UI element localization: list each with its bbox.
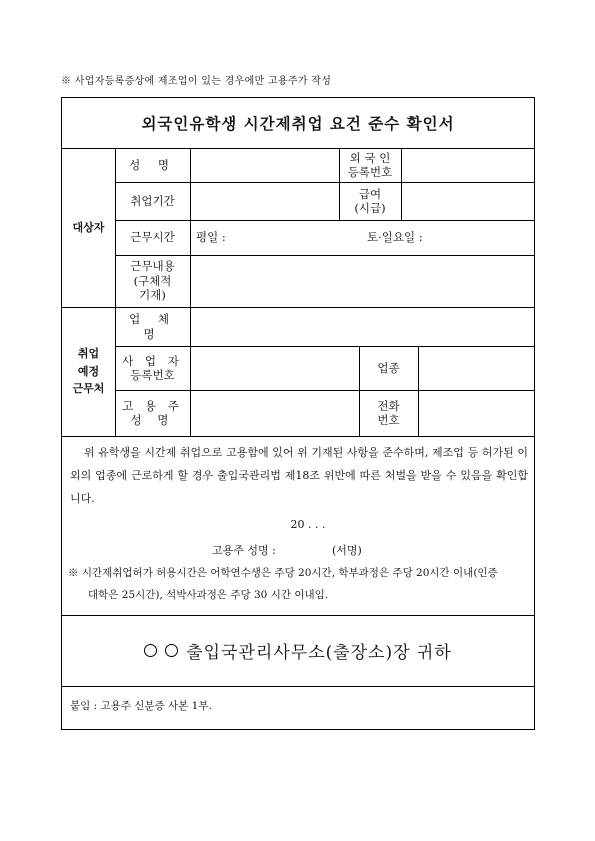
section-label-subject: 대상자 [72,220,105,234]
attachment-note: 붙임 : 고용주 신분증 사본 1부. [70,700,212,712]
footnote-line-2: 대학은 25시간), 석박사과정은 주당 30 시간 이내임. [88,589,329,601]
date-line: 20 . . . [290,518,326,531]
top-note: ※ 사업자등록증상에 제조업이 있는 경우에만 고용주가 작성 [61,76,332,87]
company-name-label: 업 체 명 [129,312,176,341]
weekend-hours-field[interactable]: 토·일요일 : [367,230,423,245]
section-label-workplace: 취업 예정 근무처 [72,347,105,396]
employer-sign-label: 고용주 성명 : [212,544,276,557]
alien-registration-field[interactable] [401,148,534,182]
duty-description-label: 근무내용 (구체적 기재) [130,259,175,303]
employer-name-field[interactable] [190,390,359,436]
company-name-field[interactable] [190,307,534,346]
name-label: 성 명 [129,157,176,172]
blank-circle-icon [144,644,157,657]
working-hours-label: 근무시간 [130,230,175,245]
employment-period-label: 취업기간 [130,193,175,208]
form-title: 외국인유학생 시간제취업 요건 준수 확인서 [141,115,455,133]
business-registration-field[interactable] [190,346,359,390]
blank-circle-icon [165,644,178,657]
industry-field[interactable] [418,346,534,390]
wage-field[interactable] [401,182,534,220]
office-addressee [62,615,534,686]
weekday-hours-field[interactable]: 평일 : [196,230,226,245]
employment-period-field[interactable] [190,182,339,220]
signature-mark[interactable]: (서명) [332,544,362,557]
business-registration-label: 사 업 자 등록번호 [122,353,183,382]
phone-label: 전화 번호 [377,398,400,427]
employer-name-label: 고 용 주 성 명 [122,398,183,427]
duty-description-field[interactable] [190,255,534,307]
alien-registration-label: 외 국 인 등록번호 [347,150,393,179]
confirmation-form [61,97,535,730]
industry-label: 업종 [377,360,400,375]
statement-text: 위 유학생을 시간제 취업으로 고용함에 있어 위 기재된 사항을 준수하며, 제조업 등 허가된 이외의 업종에 근로하게 할 경우 출입국관리법 제18조 위반에 따른 처벌을 받을 수 있음을 확인합니다. [70,446,528,505]
name-field[interactable] [190,148,339,182]
phone-field[interactable] [418,390,534,436]
wage-label: 급여 (시급) [354,186,386,215]
footnote-line-1: ※ 시간제취업허가 허용시간은 어학연수생은 주당 20시간, 학부과정은 주당 20시간 이내(인증 [68,567,498,579]
office-text: 출입국관리사무소(출장소)장 귀하 [186,643,452,663]
